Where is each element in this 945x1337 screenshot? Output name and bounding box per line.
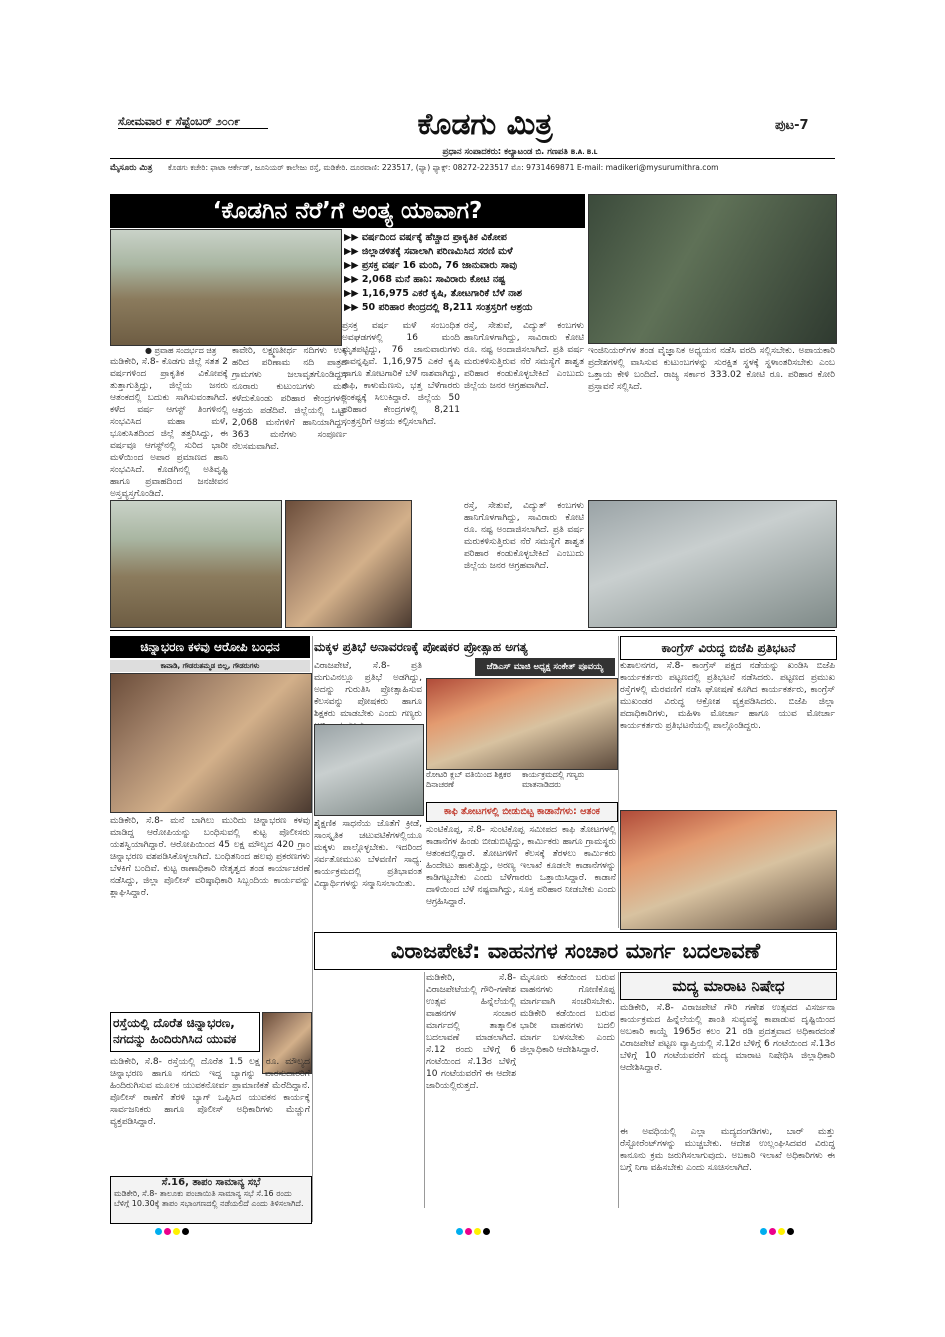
photo-caption: ● ಪ್ರವಾಹ ಸಂದರ್ಭದ ಚಿತ್ರ bbox=[145, 346, 217, 355]
school-event-photo bbox=[314, 724, 424, 816]
column-rule bbox=[618, 972, 619, 1208]
registration-marks-right bbox=[760, 1220, 796, 1239]
traffic-body-col1: ಮಡಿಕೇರಿ, ಸೆ.8- ವಿರಾಜಪೇಟೆಯಲ್ಲಿ ಗೌರಿ-ಗಣೇಶ ಉತ್ಸವ ಹಿನ್ನೆಲೆಯಲ್ಲಿ ವಾಹನಗಳ ಸಂಚಾರ ಮಾರ್ಗದಲ್ಲಿ ತಾತ್ಕಾಲಿಕ ಬದಲಾವಣೆ ಮಾಡಲಾಗಿದೆ. ಸೆ.12 ರಂದು ಬೆಳಿಗ್ಗೆ 6 ಗಂಟೆಯಿಂದ ಸೆ.13ರ ಬೆಳಿಗ್ಗೆ 10 ಗಂಟೆಯವರೆಗೆ ಈ ಆದೇಶ ಜಾರಿಯಲ್ಲಿರುತ್ತದೆ. bbox=[426, 973, 516, 1091]
liquor-body-col1: ಮಡಿಕೇರಿ, ಸೆ.8- ವಿರಾಜಪೇಟೆ ಗೌರಿ ಗಣೇಶ ಉತ್ಸವದ ವಿಸರ್ಜನಾ ಕಾರ್ಯಕ್ರಮದ ಹಿನ್ನೆಲೆಯಲ್ಲಿ ಶಾಂತಿ ಸುವ್ಯವಸ್ಥೆ ಕಾಪಾಡುವ ದೃಷ್ಟಿಯಿಂದ ಅಬಕಾರಿ ಕಾಯ್ದೆ 1965ರ ಕಲಂ 21 ರಡಿ ಪ್ರದತ್ತವಾದ ಅಧಿಕಾರದಂತೆ ವಿರಾಜಪೇಟೆ ಪಟ್ಟಣ ವ್ಯಾಪ್ತಿಯಲ್ಲಿ ಸೆ.12ರ ಬೆಳಿಗ್ಗೆ 6 ಗಂಟೆಯಿಂದ ಸೆ.13ರ ಬೆಳಿಗ್ಗೆ 10 ಗಂಟೆಯವರೆಗೆ ಮದ್ಯ ಮಾರಾಟ ನಿಷೇಧಿಸಿ ಜಿಲ್ಲಾಧಿಕಾರಿ ಆದೇಶಿಸಿದ್ದಾರೆ. bbox=[620, 1003, 835, 1073]
cyan-dot bbox=[760, 1228, 767, 1235]
bullet-item: ▶▶ ಪ್ರಸಕ್ತ ವರ್ಷ 16 ಮಂದಿ, 76 ಜಾನುವಾರು ಸಾವು bbox=[344, 260, 517, 271]
lead-body-col5: ಇಂಜಿನಿಯರ್‌ಗಳ ತಂಡ ವೈಜ್ಞಾನಿಕ ಅಧ್ಯಯನ ನಡೆಸಿ ವರದಿ ಸಲ್ಲಿಸಬೇಕು. ಅಪಾಯಕಾರಿ ಪ್ರದೇಶಗಳಲ್ಲಿ ವಾಸಿಸುವ ಕುಟುಂಬಗಳನ್ನು ಸುರಕ್ಷಿತ ಸ್ಥಳಕ್ಕೆ ಸ್ಥಳಾಂತರಿಸಬೇಕು ಎಂಬ ಒತ್ತಾಯ ಕೇಳಿ ಬಂದಿದೆ. ರಾಜ್ಯ ಸರ್ಕಾರ 333.02 ಕೋಟಿ ರೂ. ಪರಿಹಾರ ಕೋರಿ ಪ್ರಸ್ತಾವನೆ ಸಲ್ಲಿಸಿದೆ. bbox=[588, 346, 835, 392]
talent-story-headline: ಮಕ್ಕಳ ಪ್ರತಿಭೆ ಅನಾವರಣಕ್ಕೆ ಪೋಷಕರ ಪ್ರೋತ್ಸಾಹ ಅಗತ್ಯ bbox=[314, 640, 528, 654]
masthead-rule bbox=[110, 158, 835, 159]
bullet-item: ▶▶ 1,16,975 ಎಕರೆ ಕೃಷಿ, ತೋಟಗಾರಿಕೆ ಬೆಳೆ ನಾಶ bbox=[344, 288, 523, 299]
rescue-team-photo bbox=[285, 500, 412, 628]
lead-body-col2: ಕಾವೇರಿ, ಲಕ್ಷ್ಮಣತೀರ್ಥ ನದಿಗಳು ಉಕ್ಕಿ ಹರಿದ ಪರಿಣಾಮ ನದಿ ಪಾತ್ರದ ಗ್ರಾಮಗಳು ಜಲಾವೃತಗೊಂಡಿದ್ದು, ನೂರಾರು ಕುಟುಂಬಗಳು ಮನೆ ಕಳೆದುಕೊಂಡು ಪರಿಹಾರ ಕೇಂದ್ರಗಳಲ್ಲಿ ಆಶ್ರಯ ಪಡೆದಿವೆ. ಜಿಲ್ಲೆಯಲ್ಲಿ ಒಟ್ಟು 2,068 ಮನೆಗಳಿಗೆ ಹಾನಿಯಾಗಿದ್ದು, 363 ಮನೆಗಳು ಸಂಪೂರ್ಣ ನೆಲಸಮವಾಗಿವೆ. bbox=[232, 346, 347, 452]
section-divider bbox=[110, 630, 835, 631]
column-rule bbox=[312, 636, 313, 1222]
protest-story-body: ಕುಶಾಲನಗರ, ಸೆ.8- ಕಾಂಗ್ರೆಸ್ ಪಕ್ಷದ ನಡೆಯನ್ನು ಖಂಡಿಸಿ ಬಿಜೆಪಿ ಕಾರ್ಯಕರ್ತರು ಪಟ್ಟಣದಲ್ಲಿ ಪ್ರತಿಭಟನೆ ನಡೆಸಿದರು. ಪಟ್ಟಣದ ಪ್ರಮುಖ ರಸ್ತೆಗಳಲ್ಲಿ ಮೆರವಣಿಗೆ ನಡೆಸಿ ಘೋಷಣೆ ಕೂಗಿದ ಕಾರ್ಯಕರ್ತರು, ಕಾಂಗ್ರೆಸ್ ಮುಖಂಡರ ವಿರುದ್ಧ ಆಕ್ರೋಶ ವ್ಯಕ್ತಪಡಿಸಿದರು. ಬಿಜೆಪಿ ಜಿಲ್ಲಾ ಪದಾಧಿಕಾರಿಗಳು, ಮಹಿಳಾ ಮೋರ್ಚಾ ಹಾಗೂ ಯುವ ಮೋರ್ಚಾ ಕಾರ್ಯಕರ್ತರು ಪ್ರತಿಭಟನೆಯಲ್ಲಿ ಪಾಲ್ಗೊಂಡಿದ್ದರು. bbox=[620, 661, 835, 731]
bullet-item: ▶▶ 50 ಪರಿಹಾರ ಕೇಂದ್ರದಲ್ಲಿ 8,211 ಸಂತ್ರಸ್ತರಿಗೆ ಆಶ್ರಯ bbox=[344, 302, 533, 313]
coffee-story-body: ಸುಂಟಿಕೊಪ್ಪ, ಸೆ.8- ಸುಂಟಿಕೊಪ್ಪ ಸಮೀಪದ ಕಾಫಿ ತೋಟಗಳಲ್ಲಿ ಕಾಡಾನೆಗಳ ಹಿಂಡು ಬೀಡುಬಿಟ್ಟಿದ್ದು, ಕಾರ್ಮಿಕರು ಹಾಗೂ ಗ್ರಾಮಸ್ಥರು ಆತಂಕದಲ್ಲಿದ್ದಾರೆ. ತೋಟಗಳಿಗೆ ಕೆಲಸಕ್ಕೆ ತೆರಳಲು ಕಾರ್ಮಿಕರು ಹಿಂದೇಟು ಹಾಕುತ್ತಿದ್ದು, ಅರಣ್ಯ ಇಲಾಖೆ ಕೂಡಲೇ ಕಾಡಾನೆಗಳನ್ನು ಕಾಡಿಗಟ್ಟಬೇಕು ಎಂದು ಬೆಳೆಗಾರರು ಒತ್ತಾಯಿಸಿದ್ದಾರೆ. ಕಾಡಾನೆ ದಾಳಿಯಿಂದ ಬೆಳೆ ನಷ್ಟವಾಗಿದ್ದು, ಸೂಕ್ತ ಪರಿಹಾರ ನೀಡಬೇಕು ಎಂದು ಆಗ್ರಹಿಸಿದ್ದಾರೆ. bbox=[426, 825, 616, 907]
protest-story-headline: ಕಾಂಗ್ರೆಸ್ ವಿರುದ್ಧ ಬಿಜೆಪಿ ಪ್ರತಿಭಟನೆ bbox=[620, 636, 837, 660]
collapsed-house-photo bbox=[588, 500, 837, 628]
chain-photo-banner: ಕಾವಾಡಿ, ಗೌಡರುತಮ್ಮಡ ಬಿಲ್ಲ, ಗೌಡರುಗಳು bbox=[110, 660, 310, 672]
lead-body-col1: ಮಡಿಕೇರಿ, ಸೆ.8- ಕೊಡಗು ಜಿಲ್ಲೆ ಸತತ 2 ವರ್ಷಗಳಿಂದ ಪ್ರಾಕೃತಿಕ ವಿಕೋಪಕ್ಕೆ ತುತ್ತಾಗುತ್ತಿದ್ದು, ಜಿಲ್ಲೆಯ ಜನರು ಆತಂಕದಲ್ಲಿ ಬದುಕು ಸಾಗಿಸುವಂತಾಗಿದೆ. ಕಳೆದ ವರ್ಷ ಆಗಸ್ಟ್ ತಿಂಗಳಿನಲ್ಲಿ ಸಂಭವಿಸಿದ ಮಹಾ ಮಳೆ, ಭೂಕುಸಿತದಿಂದ ಜಿಲ್ಲೆ ತತ್ತರಿಸಿದ್ದು, ಈ ವರ್ಷವೂ ಆಗಸ್ಟ್‌ನಲ್ಲಿ ಸುರಿದ ಭಾರೀ ಮಳೆಯಿಂದ ಅಪಾರ ಪ್ರಮಾಣದ ಹಾನಿ ಸಂಭವಿಸಿದೆ. ಕೊಡಗಿನಲ್ಲಿ ಅತಿವೃಷ್ಟಿ ಹಾಗೂ ಪ್ರವಾಹದಿಂದ ಜನಜೀವನ ಅಸ್ತವ್ಯಸ್ತಗೊಂಡಿದೆ. bbox=[110, 357, 228, 499]
lead-bullets bbox=[344, 231, 586, 315]
lead-body-col6: ರಸ್ತೆ, ಸೇತುವೆ, ವಿದ್ಯುತ್ ಕಂಬಗಳು ಹಾನಿಗೊಳಗಾಗಿದ್ದು, ಸಾವಿರಾರು ಕೋಟಿ ರೂ. ನಷ್ಟ ಅಂದಾಜಿಸಲಾಗಿದೆ. ಪ್ರತಿ ವರ್ಷ ಮರುಕಳಿಸುತ್ತಿರುವ ನೆರೆ ಸಮಸ್ಯೆಗೆ ಶಾಶ್ವತ ಪರಿಹಾರ ಕಂಡುಕೊಳ್ಳಬೇಕಿದೆ ಎಂಬುದು ಜಿಲ್ಲೆಯ ಜನರ ಆಗ್ರಹವಾಗಿದೆ. bbox=[464, 501, 584, 571]
jds-subheadline: ಜೆಡಿಎಸ್ ಮಾಜಿ ಅಧ್ಯಕ್ಷ ಸಂಕೇತ್ ಪೂವಯ್ಯ bbox=[475, 658, 615, 676]
yellow-dot bbox=[474, 1228, 481, 1235]
stage-photo bbox=[426, 678, 618, 770]
editor-name: ಪ್ರಧಾನ ಸಂಪಾದಕರು: ಕಲ್ಯಾಟಂಡ ಬಿ. ಗಣಪತಿ bbox=[442, 147, 568, 157]
youth-story-headline: ರಸ್ತೆಯಲ್ಲಿ ದೊರೆತ ಚಿನ್ನಾಭರಣ, ನಗದನ್ನು ಹಿಂದಿರುಗಿಸಿದ ಯುವಕ bbox=[110, 1012, 260, 1052]
black-dot bbox=[182, 1228, 189, 1235]
cyan-dot bbox=[155, 1228, 162, 1235]
liquor-story-headline: ಮದ್ಯ ಮಾರಾಟ ನಿಷೇಧ bbox=[620, 972, 837, 1000]
bullet-item: ▶▶ ವರ್ಷದಿಂದ ವರ್ಷಕ್ಕೆ ಹೆಚ್ಚಾದ ಪ್ರಾಕೃತಿಕ ವಿಕೋಪ bbox=[344, 232, 507, 243]
chain-story-body: ಮಡಿಕೇರಿ, ಸೆ.8- ಮನೆ ಬಾಗಿಲು ಮುರಿದು ಚಿನ್ನಾಭರಣ ಕಳವು ಮಾಡಿದ್ದ ಆರೋಪಿಯನ್ನು ಬಂಧಿಸುವಲ್ಲಿ ಕುಟ್ಟ ಪೊಲೀಸರು ಯಶಸ್ವಿಯಾಗಿದ್ದಾರೆ. ಆರೋಪಿಯಿಂದ 45 ಲಕ್ಷ ಮೌಲ್ಯದ 420 ಗ್ರಾಂ ಚಿನ್ನಾಭರಣ ವಶಪಡಿಸಿಕೊಳ್ಳಲಾಗಿದೆ. ಬಂಧಿತನಿಂದ ಹಲವು ಪ್ರಕರಣಗಳು ಬೆಳಕಿಗೆ ಬಂದಿವೆ. ಕುಟ್ಟ ಠಾಣಾಧಿಕಾರಿ ನೇತೃತ್ವದ ತಂಡ ಕಾರ್ಯಾಚರಣೆ ನಡೆಸಿದ್ದು, ಜಿಲ್ಲಾ ಪೊಲೀಸ್ ವರಿಷ್ಠಾಧಿಕಾರಿ ಸಿಬ್ಬಂದಿಯ ಕಾರ್ಯವನ್ನು ಶ್ಲಾಘಿಸಿದ್ದಾರೆ. bbox=[110, 816, 310, 898]
yellow-dot bbox=[778, 1228, 785, 1235]
yellow-dot bbox=[173, 1228, 180, 1235]
column-rule bbox=[424, 972, 425, 1208]
editor-degree: B.A. B.L bbox=[570, 149, 598, 156]
youth-story-body: ಮಡಿಕೇರಿ, ಸೆ.8- ರಸ್ತೆಯಲ್ಲಿ ದೊರೆತ 1.5 ಲಕ್ಷ ರೂ. ಮೌಲ್ಯದ ಚಿನ್ನಾಭರಣ ಹಾಗೂ ನಗದು ಇದ್ದ ಬ್ಯಾಗನ್ನು ವಾರಸುದಾರರಿಗೆ ಹಿಂದಿರುಗಿಸುವ ಮೂಲಕ ಯುವಕನೋರ್ವ ಪ್ರಾಮಾಣಿಕತೆ ಮೆರೆದಿದ್ದಾನೆ. ಪೊಲೀಸ್ ಠಾಣೆಗೆ ತೆರಳಿ ಬ್ಯಾಗ್ ಒಪ್ಪಿಸಿದ ಯುವಕನ ಕಾರ್ಯಕ್ಕೆ ಸಾರ್ವಜನಿಕರು ಹಾಗೂ ಪೊಲೀಸ್ ಅಧಿಕಾರಿಗಳು ಮೆಚ್ಚುಗೆ ವ್ಯಕ್ತಪಡಿಸಿದ್ದಾರೆ. bbox=[110, 1057, 310, 1127]
black-dot bbox=[787, 1228, 794, 1235]
traffic-body-col2: ಮೈಸೂರು ಕಡೆಯಿಂದ ಬರುವ ವಾಹನಗಳು ಗೋಣಿಕೊಪ್ಪ ಮಾರ್ಗವಾಗಿ ಸಂಚರಿಸಬೇಕು. ಮಡಿಕೇರಿ ಕಡೆಯಿಂದ ಬರುವ ಭಾರೀ ವಾಹನಗಳು ಬದಲಿ ಮಾರ್ಗ ಬಳಸಬೇಕು ಎಂದು ಜಿಲ್ಲಾಧಿಕಾರಿ ಆದೇಶಿಸಿದ್ದಾರೆ. bbox=[520, 973, 615, 1055]
talent-caption-right: ಕಾರ್ಯಕ್ರಮದಲ್ಲಿ ಗಣ್ಯರು ಮಾತನಾಡಿದರು bbox=[522, 770, 585, 789]
masthead bbox=[110, 107, 835, 178]
chain-story-headline: ಚಿನ್ನಾಭರಣ ಕಳವು ಆರೋಪಿ ಬಂಧನ bbox=[110, 636, 310, 658]
bullet-item: ▶▶ ಜಿಲ್ಲಾಡಳಿತಕ್ಕೆ ಸವಾಲಾಗಿ ಪರಿಣಮಿಸಿದ ಸರಣಿ ಮಳೆ bbox=[344, 246, 513, 257]
cyan-dot bbox=[456, 1228, 463, 1235]
traffic-story-headline: ವಿರಾಜಪೇಟೆ: ವಾಹನಗಳ ಸಂಚಾರ ಮಾರ್ಗ ಬದಲಾವಣೆ bbox=[314, 932, 837, 970]
page-number: ಪುಟ-7 bbox=[775, 118, 809, 133]
magenta-dot bbox=[164, 1228, 171, 1235]
brand-mark: ಮೈಸೂರು ಮಿತ್ರ bbox=[110, 163, 153, 173]
accused-arrest-photo bbox=[110, 673, 312, 813]
coffee-story-headline: ಕಾಫಿ ತೋಟಗಳಲ್ಲಿ ಬೀಡುಬಿಟ್ಟ ಕಾಡಾನೆಗಳು: ಆತಂಕ bbox=[426, 802, 618, 822]
magenta-dot bbox=[465, 1228, 472, 1235]
black-dot bbox=[483, 1228, 490, 1235]
talent-body-col1: ವಿರಾಜಪೇಟೆ, ಸೆ.8- ಪ್ರತಿ ಮಗುವಿನಲ್ಲೂ ಪ್ರತಿಭೆ ಅಡಗಿದ್ದು, ಅದನ್ನು ಗುರುತಿಸಿ ಪ್ರೋತ್ಸಾಹಿಸುವ ಕೆಲಸವನ್ನು ಪೋಷಕರು ಹಾಗೂ ಶಿಕ್ಷಕರು ಮಾಡಬೇಕು ಎಂದು ಗಣ್ಯರು bbox=[314, 661, 422, 719]
protest-rally-photo bbox=[620, 810, 837, 930]
meeting-notice-body: ಮಡಿಕೇರಿ, ಸೆ.8- ತಾಲೂಕು ಪಂಚಾಯಿತಿ ಸಾಮಾನ್ಯ ಸಭೆ ಸೆ.16 ರಂದು ಬೆಳಿಗ್ಗೆ 10.30ಕ್ಕೆ ತಾಪಂ ಸಭಾಂಗಣದಲ್ಲಿ ನಡೆಯಲಿದೆ ಎಂದು ತಿಳಿಸಲಾಗಿದೆ. bbox=[114, 1189, 304, 1208]
meeting-notice-box bbox=[110, 1176, 312, 1224]
newspaper-title: ಕೊಡಗು ಮಿತ್ರ bbox=[417, 107, 553, 142]
bullet-item: ▶▶ 2,068 ಮನೆ ಹಾನಿ: ಸಾವಿರಾರು ಕೋಟಿ ನಷ್ಟ bbox=[344, 274, 506, 285]
lead-body-col4: ರಸ್ತೆ, ಸೇತುವೆ, ವಿದ್ಯುತ್ ಕಂಬಗಳು ಹಾನಿಗೊಳಗಾಗಿದ್ದು, ಸಾವಿರಾರು ಕೋಟಿ ರೂ. ನಷ್ಟ ಅಂದಾಜಿಸಲಾಗಿದೆ. ಪ್ರತಿ ವರ್ಷ ಮರುಕಳಿಸುತ್ತಿರುವ ನೆರೆ ಸಮಸ್ಯೆಗೆ ಶಾಶ್ವತ ಪರಿಹಾರ ಕಂಡುಕೊಳ್ಳಬೇಕಿದೆ ಎಂಬುದು ಜಿಲ್ಲೆಯ ಜನರ ಆಗ್ರಹವಾಗಿದೆ. bbox=[464, 321, 584, 391]
meeting-notice-title: ಸೆ.16, ತಾಪಂ ಸಾಮಾನ್ಯ ಸಭೆ bbox=[161, 1177, 261, 1188]
flooded-road-photo bbox=[110, 500, 282, 628]
contact-line: ಕೊಡಗು ಕಚೇರಿ: ಫಾಟಾ ಆರ್ಕೇಡ್, ಜೂನಿಯರ್ ಕಾಲೇಜು ರಸ್ತೆ, ಮಡಿಕೇರಿ. ದೂರವಾಣಿ: 223517, (ಫ್ಯಾ) ಫ್ಯಾಕ್ಸ್: 08272-223517 ಮೊ: 9731469871 E-mail: madikeri@mysurumithra.com bbox=[168, 163, 719, 172]
lead-headline: ‘ಕೊಡಗಿನ ನೆರೆ’ಗೆ ಅಂತ್ಯ ಯಾವಾಗ? bbox=[110, 194, 585, 228]
magenta-dot bbox=[769, 1228, 776, 1235]
registration-marks-center bbox=[456, 1220, 492, 1239]
talent-caption-left: ರೋಟರಿ ಕ್ಲಬ್ ವತಿಯಿಂದ ಶಿಕ್ಷಕರ ದಿನಾಚರಣೆ bbox=[426, 770, 511, 789]
talent-body-col2: ಶೈಕ್ಷಣಿಕ ಸಾಧನೆಯ ಜೊತೆಗೆ ಕ್ರೀಡೆ, ಸಾಂಸ್ಕೃತಿಕ ಚಟುವಟಿಕೆಗಳಲ್ಲಿಯೂ ಮಕ್ಕಳು ಪಾಲ್ಗೊಳ್ಳಬೇಕು. ಇದರಿಂದ ಸರ್ವತೋಮುಖ ಬೆಳವಣಿಗೆ ಸಾಧ್ಯ. ಕಾರ್ಯಕ್ರಮದಲ್ಲಿ ಪ್ರತಿಭಾವಂತ ವಿದ್ಯಾರ್ಥಿಗಳನ್ನು ಸನ್ಮಾನಿಸಲಾಯಿತು. bbox=[314, 819, 422, 889]
lead-body-col3: ಪ್ರಸಕ್ತ ವರ್ಷ ಮಳೆ ಸಂಬಂಧಿತ ಅವಘಡಗಳಲ್ಲಿ 16 ಮಂದಿ ಮೃತಪಟ್ಟಿದ್ದು, 76 ಜಾನುವಾರುಗಳು ಸಾವನ್ನಪ್ಪಿವೆ. 1,16,975 ಎಕರೆ ಕೃಷಿ ಹಾಗೂ ತೋಟಗಾರಿಕೆ ಬೆಳೆ ನಾಶವಾಗಿದ್ದು, ಕಾಫಿ, ಕಾಳುಮೆಣಸು, ಭತ್ತ ಬೆಳೆಗಾರರು ಸಂಕಷ್ಟಕ್ಕೆ ಸಿಲುಕಿದ್ದಾರೆ. ಜಿಲ್ಲೆಯ 50 ಪರಿಹಾರ ಕೇಂದ್ರಗಳಲ್ಲಿ 8,211 ಸಂತ್ರಸ್ತರಿಗೆ ಆಶ್ರಯ ಕಲ್ಪಿಸಲಾಗಿದೆ. bbox=[342, 321, 460, 427]
registration-marks-left bbox=[155, 1220, 191, 1239]
flood-photo-top-left bbox=[110, 229, 342, 346]
liquor-body-col2: ಈ ಅವಧಿಯಲ್ಲಿ ಎಲ್ಲಾ ಮದ್ಯದಂಗಡಿಗಳು, ಬಾರ್ ಮತ್ತು ರೆಸ್ಟೋರೆಂಟ್‌ಗಳನ್ನು ಮುಚ್ಚಬೇಕು. ಆದೇಶ ಉಲ್ಲಂಘಿಸಿದವರ ವಿರುದ್ಧ ಕಾನೂನು ಕ್ರಮ ಜರುಗಿಸಲಾಗುವುದು. ಅಬಕಾರಿ ಇಲಾಖೆ ಅಧಿಕಾರಿಗಳು ಈ ಬಗ್ಗೆ ನಿಗಾ ವಹಿಸಬೇಕು ಎಂದು ಸೂಚಿಸಲಾಗಿದೆ. bbox=[620, 1127, 835, 1173]
fallen-tree-photo bbox=[588, 194, 837, 344]
column-rule bbox=[618, 636, 619, 928]
issue-date: ಸೋಮವಾರ ೯ ಸೆಪ್ಟೆಂಬರ್ ೨೦೧೯ bbox=[118, 116, 268, 129]
